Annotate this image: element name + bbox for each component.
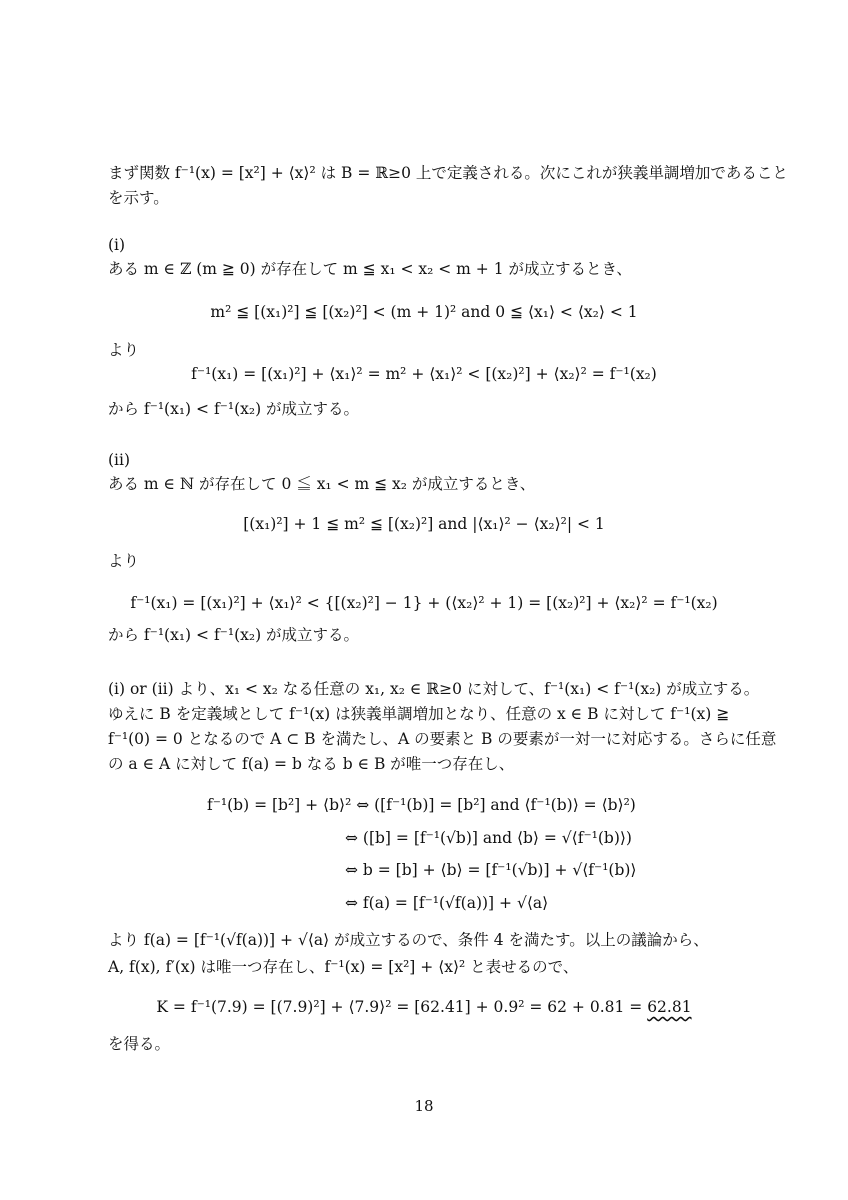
align-row-4: ⇔ f(a) = [f⁻¹(√f(a))] + √⟨a⟩ (345, 894, 549, 912)
summary-line-3: f⁻¹(0) = 0 となるので A ⊂ B を満たし、A の要素と B の要素が一対一に対応する。さらに任意 (108, 730, 777, 748)
case-1-conclusion: から f⁻¹(x₁) < f⁻¹(x₂) が成立する。 (108, 400, 360, 418)
case-2-yori: より (108, 552, 140, 570)
intro-line-1: まず関数 f⁻¹(x) = [x²] + ⟨x⟩² は B = ℝ≥0 上で定義される。次にこれが狭義単調増加であること (108, 164, 788, 182)
case-2-condition: ある m ∈ ℕ が存在して 0 ≦ x₁ < m ≦ x₂ が成立するとき、 (108, 475, 536, 493)
condition-line-1: より f(a) = [f⁻¹(√f(a))] + √⟨a⟩ が成立するので、条件 4 を満たす。以上の議論から、 (108, 931, 709, 949)
case-2-conclusion: から f⁻¹(x₁) < f⁻¹(x₂) が成立する。 (108, 626, 360, 644)
case-2-label: (ii) (108, 451, 131, 469)
final-answer: 62.81 (647, 998, 692, 1016)
summary-line-1: (i) or (ii) より、x₁ < x₂ なる任意の x₁, x₂ ∈ ℝ≥0 に対して、f⁻¹(x₁) < f⁻¹(x₂) が成立する。 (108, 680, 760, 698)
condition-line-2: A, f(x), f′(x) は唯一つ存在し、f⁻¹(x) = [x²] + ⟨x⟩² と表せるので、 (108, 958, 579, 976)
case-1-equation-1: m² ≦ [(x₁)²] ≦ [(x₂)²] < (m + 1)² and 0 ≦ ⟨x₁⟩ < ⟨x₂⟩ < 1 (210, 303, 638, 321)
case-2-equation-1: [(x₁)²] + 1 ≦ m² ≦ [(x₂)²] and |⟨x₁⟩² − ⟨x₂⟩²| < 1 (243, 515, 605, 533)
summary-line-4: の a ∈ A に対して f(a) = b なる b ∈ B が唯一つ存在し、 (108, 755, 515, 773)
page-number: 18 (414, 1097, 434, 1115)
case-2-equation-2: f⁻¹(x₁) = [(x₁)²] + ⟨x₁⟩² < {[(x₂)²] − 1} + (⟨x₂⟩² + 1) = [(x₂)²] + ⟨x₂⟩² = f⁻¹(x₂) (130, 594, 718, 612)
summary-line-2: ゆえに B を定義域として f⁻¹(x) は狭義単調増加となり、任意の x ∈ B に対して f⁻¹(x) ≧ (108, 705, 730, 723)
align-row-3: ⇔ b = [b] + ⟨b⟩ = [f⁻¹(√b)] + √⟨f⁻¹(b)⟩ (345, 861, 637, 879)
final-equation-main: K = f⁻¹(7.9) = [(7.9)²] + ⟨7.9⟩² = [62.41] + 0.9² = 62 + 0.81 = (156, 998, 648, 1016)
closing-line: を得る。 (108, 1035, 171, 1053)
case-1-label: (i) (108, 236, 126, 254)
case-1-equation-2: f⁻¹(x₁) = [(x₁)²] + ⟨x₁⟩² = m² + ⟨x₁⟩² < [(x₂)²] + ⟨x₂⟩² = f⁻¹(x₂) (191, 365, 657, 383)
case-1-condition: ある m ∈ ℤ (m ≧ 0) が存在して m ≦ x₁ < x₂ < m + 1 が成立するとき、 (108, 260, 632, 278)
case-1-yori: より (108, 341, 140, 359)
final-equation (0, 996, 848, 1018)
align-row-2: ⇔ ([b] = [f⁻¹(√b)] and ⟨b⟩ = √⟨f⁻¹(b)⟩) (345, 829, 632, 847)
intro-line-2: を示す。 (108, 189, 169, 207)
align-row-1: f⁻¹(b) = [b²] + ⟨b⟩² ⇔ ([f⁻¹(b)] = [b²] and ⟨f⁻¹(b)⟩ = ⟨b⟩²) (207, 796, 636, 814)
